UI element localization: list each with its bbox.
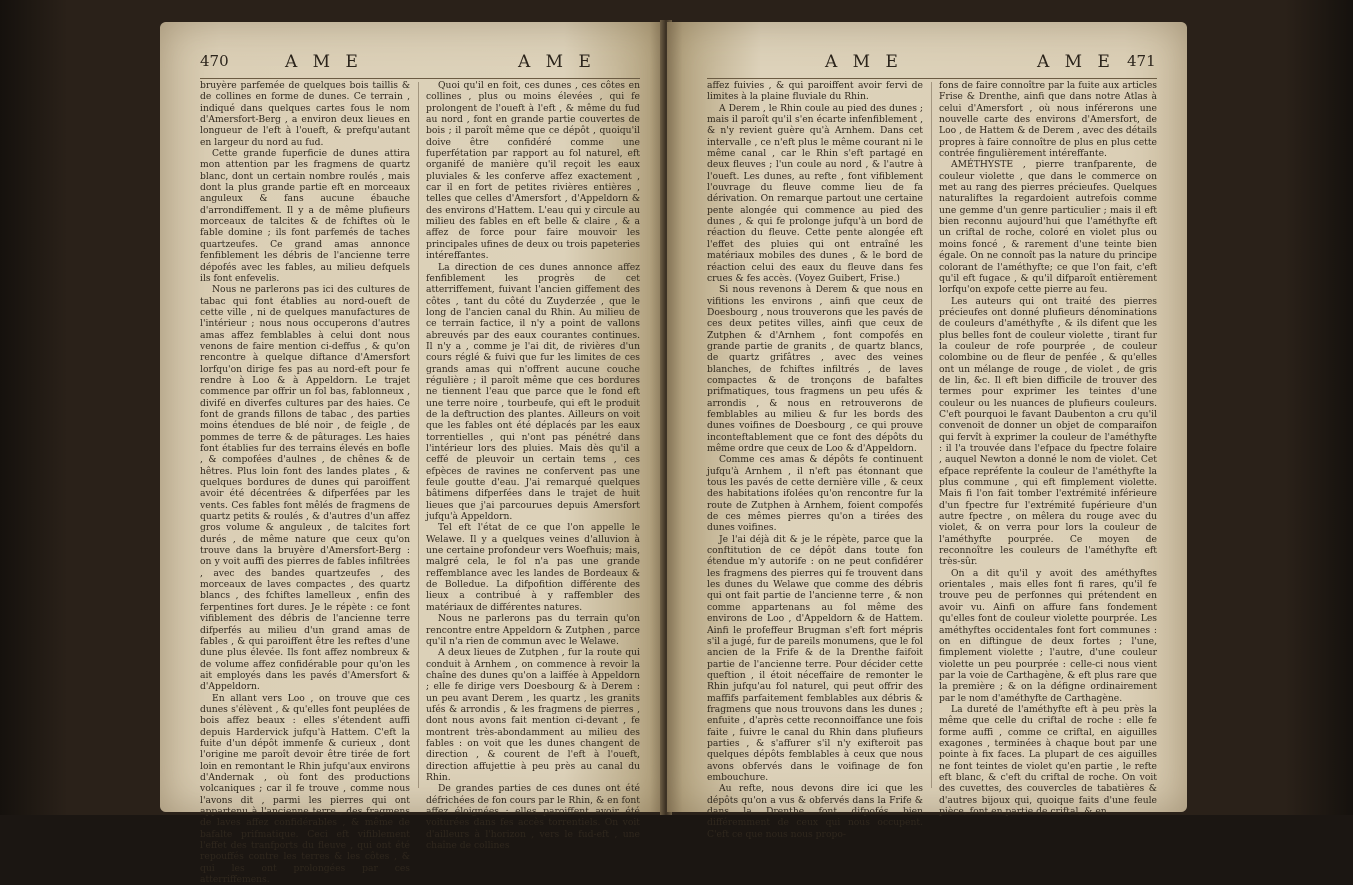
paragraph: Je l'ai déjà dit & je le répète, parce que la conftitution de ce dépôt dans toute fon étendue m'y autorife : on ne peut confidérer les fragmens des pierres qui fe trouvent dans les dunes du Welawe que comme des débris qui ont fait partie de l'ancienne terre , & non comme appartenans au fol même des environs de Loo , d'Appeldorn & de Hattem. Ainfi le profeffeur Brugman s'eft fort mépris s'il a jugé, fur de pareils monumens, que le fol ancien de la Frife & de la Drenthe faifoit partie de l'ancienne terre. Pour décider cette queftion , il étoit néceffaire de remonter le Rhin jufqu'au fol naturel, qui peut offrir des maffifs parfaitement femblables aux débris & fragmens que nous trouvons dans les dunes ; enfuite , d'après cette reconnoiffance une fois faite , fuivre le canal du Rhin dans plufieurs parties , & s'affurer s'il n'y exifteroit pas quelques dépôts femblables à ceux que nous avons obfervés dans le voifinage de fon embouchure. [707, 533, 923, 783]
paragraph: Les auteurs qui ont traité des pierres précieufes ont donné plufieurs dénominations de couleurs d'améthyfte , & ils difent que les plus belles font de couleur violette , tirant fur la couleur de rofe pourprée , de couleur colombine ou de fleur de penfée , & qu'elles ont un mélange de rouge , de violet , de gris de lin, &c. Il eft bien difficile de trouver des termes pour exprimer les teintes d'une couleur ou les nuances de plufieurs couleurs. C'eft pourquoi le favant Daubenton a cru qu'il convenoit de donner un objet de comparaifon qui fervît à exprimer la couleur de l'améthyfte : il l'a trouvée dans l'efpace du fpectre folaire , auquel Newton a donné le nom de violet. Cet efpace repréfente la couleur de l'améthyfte la plus commune , qui eft fimplement violette. Mais fi l'on fait tomber l'extrémité inférieure d'un fpectre fur l'extrémité fupérieure d'un autre fpectre , on mêlera du rouge avec du violet, & on verra pour lors la couleur de l'améthyfte pourprée. Ce moyen de reconnoître les couleurs de l'améthyfte eft très-sûr. [939, 295, 1157, 568]
column-rule [931, 82, 932, 788]
right-page-header [707, 52, 1157, 74]
paragraph: fons de faire connoître par la fuite aux articles Frise & Drenthe, ainfi que dans notre Atlas à celui d'Amersfort , où nous inférerons une nouvelle carte des environs d'Amersfort, de Loo , de Hattem & de Derem , avec des détails propres à faire connoître de plus en plus cette contrée fingulièrement intéreffante. [939, 80, 1157, 160]
running-head-right-1: A M E [825, 52, 903, 72]
header-rule [707, 78, 1157, 79]
paragraph: Nous ne parlerons pas du terrain qu'on rencontre entre Appeldorn & Zutphen , parce qu'il n'a rien de commun avec le Welawe. [426, 613, 640, 647]
running-head-right-2: A M E [1037, 52, 1115, 72]
right-page-column-1 [707, 80, 923, 840]
left-page [160, 22, 665, 885]
paragraph: Cette grande fuperficie de dunes attira mon attention par les fragmens de quartz blanc, dont un certain nombre roulés , mais dont la plus grande partie eft en morceaux anguleux & fans aucune ébauche d'arrondiffement. Il y a de même plufieurs morceaux de talcites & de fchiftes où le fable domine ; ils font parfemés de taches quartzeufes. Ce grand amas annonce fenfiblement les débris de l'ancienne terre dépofés avec les fables, au milieu defquels ils font enfevelis. [200, 148, 410, 284]
paragraph: De grandes parties de ces dunes ont été défrichées de fon cours par le Rhin, & en font affez éloignées ; elles paroiffent avoir été voiturées dans fes accès torrentiels. On voit d'ailleurs à l'horizon , vers le fud-eft , une chaîne de collines [426, 783, 640, 852]
left-page-column-1 [200, 80, 410, 885]
paragraph: Si nous revenons à Derem & que nous en vifitions les environs , ainfi que ceux de Doesbourg , nous trouverons que les pavés de ces deux petites villes, ainfi que ceux de Zutphen & d'Arnhem , font compofés en grande partie de granits , de quartz blancs, de quartz grifâtres , avec des veines blanches, de fchiftes infiltrés , de laves compactes & de tronçons de bafaltes prifmatiques, tous fragmens un peu ufés & arrondis , & nous en retrouverons de femblables au milieu & fur les bords des dunes voifines de Doesbourg , ce qui prouve inconteftablement que ce font des dépôts du même ordre que ceux de Loo & d'Appeldorn. [707, 284, 923, 454]
running-head-left-1: A M E [285, 52, 363, 72]
paragraph: affez fuivies , & qui paroiffent avoir fervi de limites à la plaine fluviale du Rhin. [707, 80, 923, 103]
paragraph: Au refte, nous devons dire ici que les dépôts qu'on a vus & obfervés dans la Frife & dans la Drenthe font difpofés bien différemment de ceux qui nous occupent. C'eft ce que nous nous propo- [707, 783, 923, 840]
paragraph: Tel eft l'état de ce que l'on appelle le Welawe. Il y a quelques veines d'alluvion à une certaine profondeur vers Woefhuis; mais, malgré cela, le fol n'a pas une grande reffemblance avec les landes de Bordeaux & de Bolledue. La difpofition différente des lieux a contribué à y raffembler des matériaux de différentes natures. [426, 522, 640, 613]
paragraph: La direction de ces dunes annonce affez fenfiblement les progrès de cet atterriffement, fuivant l'ancien giffement des côtes , tant du côté du Zuyderzée , que le long de l'ancien canal du Rhin. Au milieu de ce terrain factice, il n'y a point de vallons abreuvés par des eaux courantes continues. Il n'y a , comme je l'ai dit, de rivières d'un cours réglé & fuivi que fur les limites de ces grands amas qui n'offrent aucune couche régulière ; il paroît même que ces bordures ne tiennent l'eau que parce que le fond eft une terre noire , tourbeufe, qui eft le produit de la deftruction des plantes. Ailleurs on voit que les fables ont été déplacés par les eaux torrentielles , qui n'ont pas pénétré dans l'intérieur lors des pluies. Mais dès qu'il a ceffé de pleuvoir un certain tems , ces efpèces de ravines ne confervent pas une feule goutte d'eau. J'ai remarqué quelques bâtimens difperfées dans le trajet de huit lieues que j'ai parcourues depuis Amersfort jufqu'à Appeldorn. [426, 261, 640, 523]
paragraph: AMÉTHYSTE , pierre tranfparente, de couleur violette , que dans le commerce on met au rang des pierres précieufes. Quelques naturaliftes la regardoient autrefois comme une gemme d'un genre particulier ; mais il eft bien reconnu aujourd'hui que l'améthyfte eft un criftal de roche, coloré en violet plus ou moins foncé , & rarement d'une teinte bien égale. On ne connoît pas la nature du principe colorant de l'améthyfte; ce que l'on fait, c'eft qu'il eft fugace , & qu'il difparoît entièrement lorfqu'on expofe cette pierre au feu. [939, 159, 1157, 296]
paragraph: Nous ne parlerons pas ici des cultures de tabac qui font établies au nord-oueft de cette ville , ni de quelques manufactures de l'intérieur ; nous nous occuperons d'autres amas affez femblables à celui dont nous venons de faire mention ci-deffus , & qu'on rencontre à quelque diftance d'Amersfort lorfqu'on dirige fes pas au nord-eft pour fe rendre à Loo & à Appeldorn. Le trajet commence par offrir un fol bas, fablonneux , divifé en diverfes cultures par des haies. Ce font de grands fillons de tabac , des parties moins étendues de blé noir , de feigle , de pommes de terre & de pâturages. Les haies font établies fur des terrains élevés en bofle , & compofées d'aulnes , de chênes & de hêtres. Plus loin font des landes plates , & quelques bordures de dunes qui paroiffent avoir été décentrées & difperfées par les vents. Ces fables font mêlés de fragmens de quartz petits & roulés , & d'autres d'un affez gros volume & anguleux , de talcites fort durés , de même nature que ceux qu'on trouve dans la bruyère d'Amersfort-Berg : on y voit auffi des pierres de fables infiltrées , avec des bandes quartzeufes , des morceaux de laves compactes , des quartz blancs , des fchiftes lamelleux , enfin des ferpentines fort dures. Je le répète : ce font vifiblement des débris de l'ancienne terre difperfés au milieu d'un grand amas de fables , & qui paroiffent être les reftes d'une dune plus élevée. Ils font affez nombreux & de volume affez confidérable pour qu'on les ait employés dans les pavés d'Amersfort & d'Appeldorn. [200, 284, 410, 693]
paragraph: En allant vers Loo , on trouve que ces dunes s'élèvent , & qu'elles font peuplées de bois affez beaux : elles s'étendent auffi depuis Hardervick jufqu'à Hattem. C'eft la fuite d'un dépôt immenfe & curieux , dont l'origine me paroît devoir être tirée de fort loin en remontant le Rhin jufqu'aux environs d'Andernak , où font des productions volcaniques ; car il fe trouve , comme nous l'avons dit , parmi les pierres qui ont appartenu à l'ancienne terre , des fragmens de laves affez confidérables , & même de bafalte prifmatique. Ceci eft vifiblement l'effet des tranfports du fleuve , qui ont été repouffés contre les terres & les côtes , & qui les ont prolongées par ces atterriffemens. [200, 692, 410, 885]
page-number-right: 471 [1127, 52, 1156, 70]
paragraph: Quoi qu'il en foit, ces dunes , ces côtes en collines , plus ou moins élevées , qui fe prolongent de l'oueft à l'eft , & même du fud au nord , font en grande partie couvertes de bois ; il paroît même que ce dépôt , quoiqu'il doive être confidéré comme une fuperfétation par rapport au fol naturel, eft organifé de manière qu'il reçoit les eaux pluviales & les conferve affez exactement , car il en fort de petites rivières entières , telles que celles d'Amersfort , d'Appeldorn & des environs d'Hattem. L'eau qui y circule au milieu des fables en eft belle & claire , & a affez de force pour faire mouvoir les principales ufines de deux ou trois papeteries intéreffantes. [426, 80, 640, 262]
paragraph: La dureté de l'améthyfte eft à peu près la même que celle du criftal de roche : elle fe forme auffi , comme ce criftal, en aiguilles exagones , terminées à chaque bout par une pointe à fix faces. La plupart de ces aiguilles ne font teintes de violet qu'en partie , le refte eft blanc, & c'eft du criftal de roche. On voit des cuvettes, des couvercles de tabatières & d'autres bijoux qui, quoique faits d'une feule pièce, font en partie de criftal, & en [939, 703, 1157, 817]
paragraph: bruyère parfemée de quelques bois taillis & de collines en forme de dunes. Ce terrain , indiqué dans quelques cartes fous le nom d'Amersfort-Berg , a environ deux lieues en longueur de l'eft à l'oueft, & prefqu'autant en largeur du nord au fud. [200, 80, 410, 148]
left-page-header [200, 52, 640, 74]
left-page-column-2 [426, 80, 640, 852]
page-number-left: 470 [200, 52, 229, 70]
right-page-column-2 [939, 80, 1157, 817]
paragraph: A Derem , le Rhin coule au pied des dunes ; mais il paroît qu'il s'en écarte infenfiblement , & n'y revient guère qu'à Arnhem. Dans cet intervalle , ce n'eft plus le même courant ni le même canal , car le Rhin s'eft partagé en deux fleuves ; l'un coule au nord , & l'autre à l'oueft. Les dunes, au refte , font vifiblement l'ouvrage du fleuve comme lieu de fa dérivation. On remarque partout une certaine pente alongée qui commence au pied des dunes , & qui fe prolonge jufqu'à un bord de réaction du fleuve. Cette pente alongée eft l'effet des pluies qui ont entraîné les matériaux mobiles des dunes , & le bord de réaction celui des eaux du fleuve dans fes crues & fes accès. (Voyez Guibert, Frise.) [707, 102, 923, 284]
right-page [667, 22, 1187, 840]
column-rule [418, 82, 419, 788]
paragraph: Comme ces amas & dépôts fe continuent jufqu'à Arnhem , il n'eft pas étonnant que tous les pavés de cette dernière ville , & ceux des habitations ifolées qu'on rencontre fur la route de Zutphen à Arnhem, foient compofés de ces mêmes pierres qu'on a tirées des dunes voifines. [707, 454, 923, 534]
paragraph: On a dit qu'il y avoit des améthyftes orientales , mais elles font fi rares, qu'il fe trouve peu de perfonnes qui prétendent en avoir vu. Ainfi on affure fans fondement qu'elles font de couleur violette pourprée. Les améthyftes occidentales font fort communes : on en diftingue de deux fortes ; l'une, fimplement violette ; l'autre, d'une couleur violette un peu pourprée : celle-ci nous vient par la voie de Carthagène, & eft plus rare que la première ; & on la défigne ordinairement par le nom d'améthyfte de Carthagène. [939, 567, 1157, 704]
header-rule [200, 78, 640, 79]
paragraph: A deux lieues de Zutphen , fur la route qui conduit à Arnhem , on commence à revoir la chaîne des dunes qu'on a laiffée à Appeldorn ; elle fe dirige vers Doesbourg & à Derem : un peu avant Derem , les quartz , les granits ufés & arrondis , & les fragmens de pierres , dont nous avons fait mention ci-devant , fe montrent très-abondamment au milieu des fables : on voit que les dunes changent de direction , & courent de l'eft à l'oueft, direction affujettie à peu près au canal du Rhin. [426, 647, 640, 783]
running-head-left-2: A M E [518, 52, 596, 72]
